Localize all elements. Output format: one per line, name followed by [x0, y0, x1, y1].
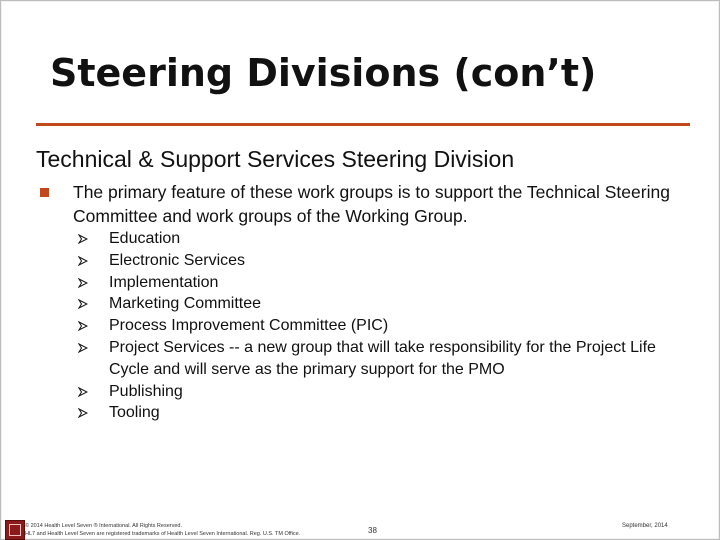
list-item-label: Publishing: [109, 382, 183, 400]
list-item: [78, 337, 698, 381]
arrow-bullet-icon: [78, 234, 88, 244]
list-item: [78, 228, 698, 250]
main-bullet-text: The primary feature of these work groups is to support the Technical Steering Committee and work groups of the Working Group.: [73, 182, 670, 226]
arrow-bullet-icon: [78, 278, 88, 288]
list-item-label: Education: [109, 230, 181, 247]
footer-copyright: [25, 522, 300, 538]
logo-mark: [9, 524, 21, 536]
copyright-line: © 2014 Health Level Seven ® International. All Rights Reserved.: [25, 523, 182, 529]
footer-date: September, 2014: [622, 523, 668, 529]
arrow-bullet-icon: [78, 321, 88, 331]
list-item-label: Project Services -- a new group that will take responsibility for the Project Life Cycle and will serve as the primary support for the PMO: [109, 338, 656, 378]
sub-bullet-list: [78, 228, 698, 424]
page-number: 38: [368, 526, 377, 535]
arrow-bullet-icon: [78, 299, 88, 309]
arrow-bullet-icon: [78, 408, 88, 418]
list-item: [78, 250, 698, 272]
list-item: [78, 402, 698, 424]
list-item-label: Implementation: [109, 273, 219, 291]
list-item-label: Marketing Committee: [109, 295, 262, 313]
list-item: [78, 272, 698, 294]
list-item-label: Electronic Services: [109, 251, 246, 269]
slide-title: Steering Divisions (con’t): [50, 51, 597, 95]
list-item: [78, 381, 698, 403]
list-item: [78, 293, 698, 315]
list-item-label: Process Improvement Committee (PIC): [109, 317, 389, 335]
square-bullet-icon: [40, 188, 49, 197]
arrow-bullet-icon: [78, 387, 88, 397]
list-item-label: Tooling: [109, 404, 160, 422]
arrow-bullet-icon: [78, 256, 88, 266]
title-divider: [36, 123, 690, 126]
list-item: [78, 315, 698, 337]
hl7-logo-icon: [5, 520, 25, 540]
trademark-line: HL7 and Health Level Seven are registered trademarks of Health Level Seven International. Reg. U.S. TM Office.: [25, 531, 301, 537]
slide-subtitle: Technical & Support Services Steering Division: [36, 146, 515, 172]
arrow-bullet-icon: [78, 343, 88, 353]
